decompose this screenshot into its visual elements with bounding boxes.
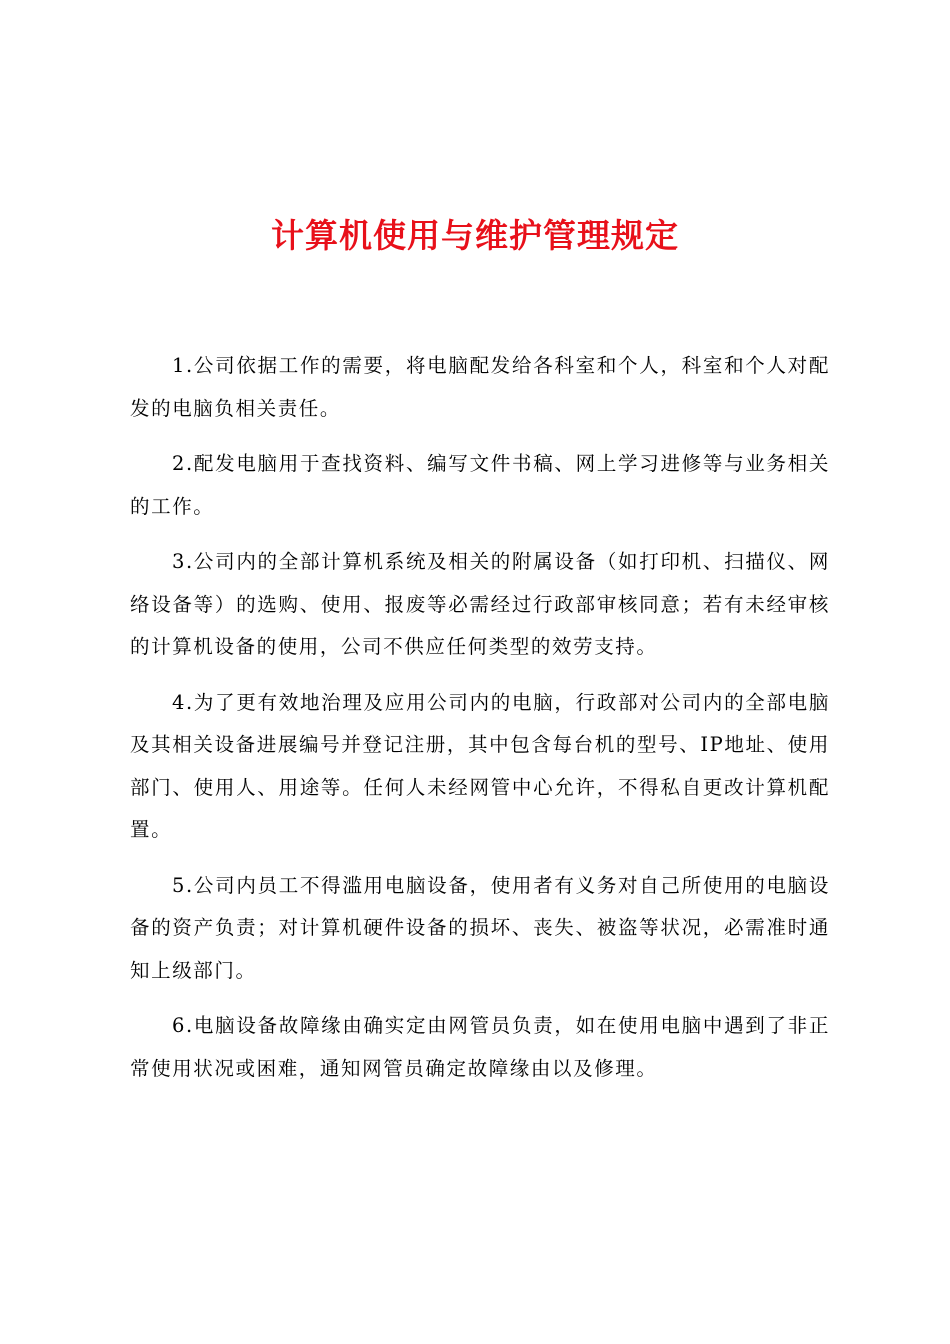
paragraph-1: 1.公司依据工作的需要，将电脑配发给各科室和个人，科室和个人对配发的电脑负相关责任。 — [130, 354, 830, 420]
paragraph-6: 6.电脑设备故障缘由确实定由网管员负责，如在使用电脑中遇到了非正常使用状况或困难，通知网管员确定故障缘由以及修理。 — [130, 1014, 830, 1080]
paragraph-3: 3.公司内的全部计算机系统及相关的附属设备（如打印机、扫描仪、网络设备等）的选购、使用、报废等必需经过行政部审核同意；若有未经审核的计算机设备的使用，公司不供应任何类型的效劳支持。 — [130, 550, 830, 658]
paragraph-4: 4.为了更有效地治理及应用公司内的电脑，行政部对公司内的全部电脑及其相关设备进展编号并登记注册，其中包含每台机的型号、IP地址、使用部门、使用人、用途等。任何人未经网管中心允许，不得私自更改计算机配置。 — [130, 690, 830, 841]
paragraph-2: 2.配发电脑用于查找资料、编写文件书稿、网上学习进修等与业务相关的工作。 — [130, 452, 830, 518]
paragraph-5: 5.公司内员工不得滥用电脑设备，使用者有义务对自己所使用的电脑设备的资产负责；对计算机硬件设备的损坏、丧失、被盗等状况，必需准时通知上级部门。 — [130, 873, 830, 982]
document-title: 计算机使用与维护管理规定 — [271, 216, 679, 255]
document-body — [130, 345, 830, 1103]
